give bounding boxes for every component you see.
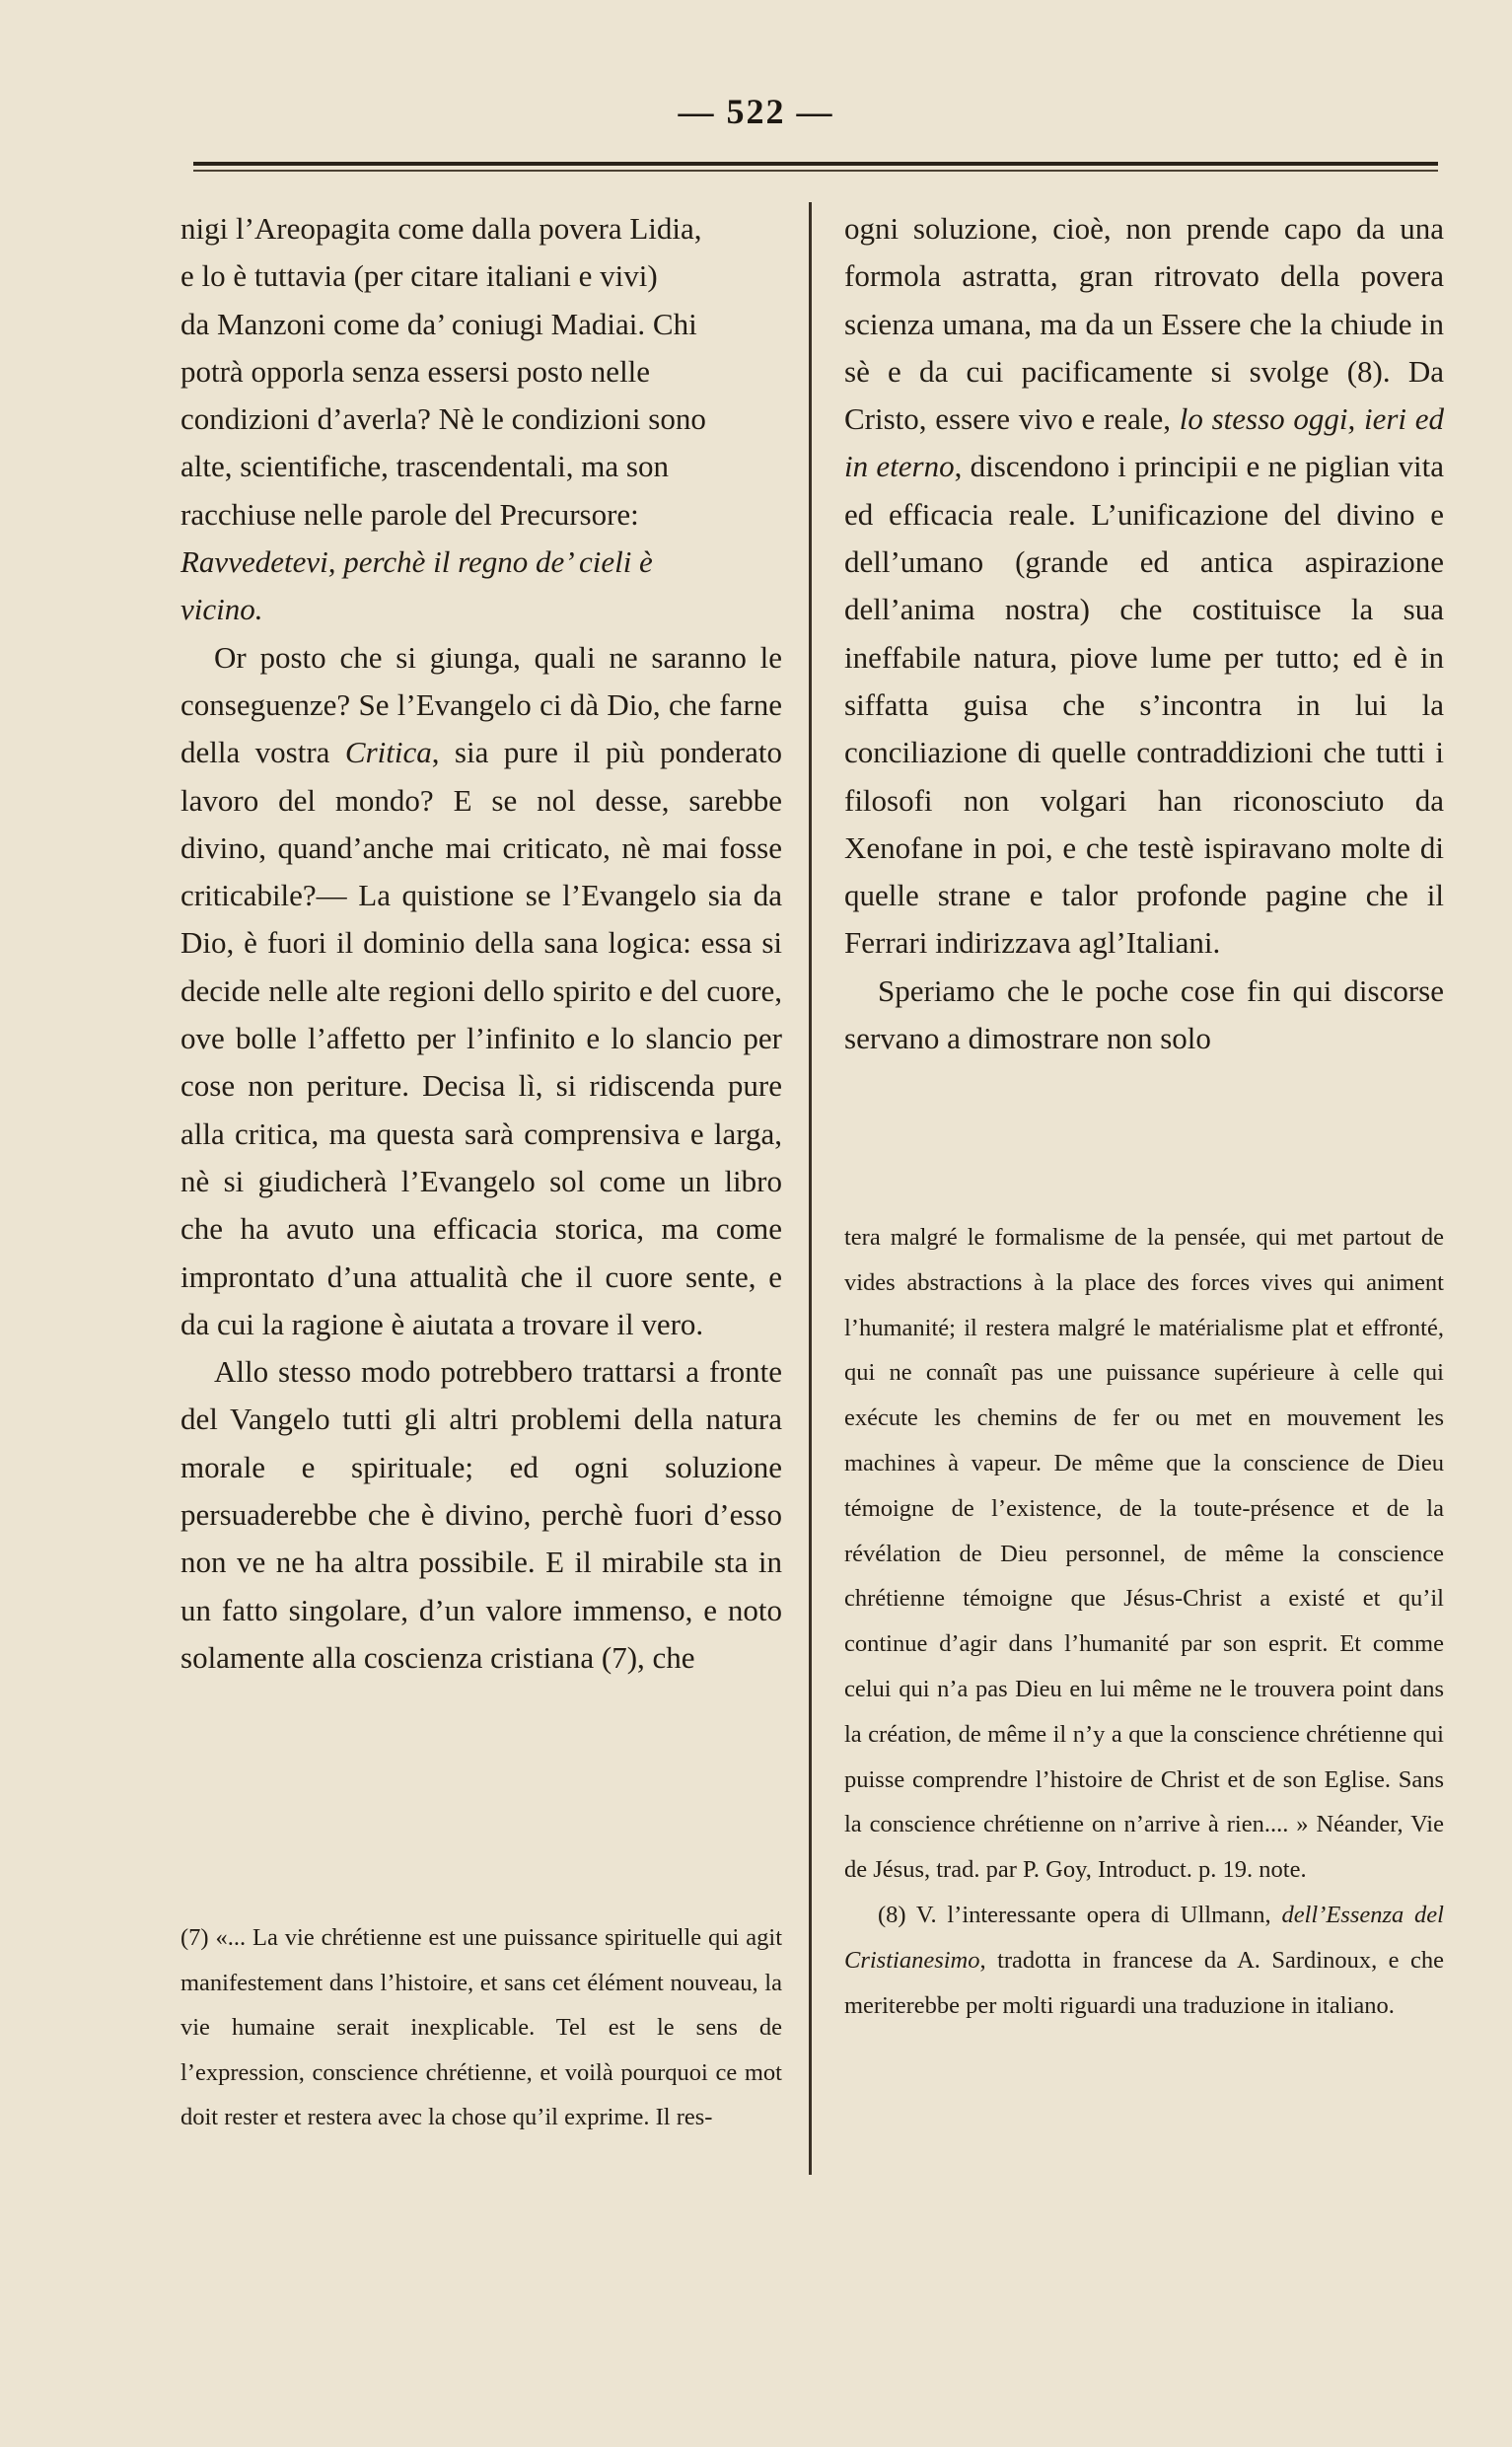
paragraph-text: Or posto che si giunga, quali ne saranno le conseguenze? Se l’Evangelo ci dà Dio, che farne della vostra: [180, 639, 782, 770]
footnote-italic: dell’Essenza del Cristianesimo: [844, 1901, 1444, 1974]
quote-italic: vicino.: [180, 592, 263, 627]
text-line: potrà opporla senza essersi posto nelle: [180, 353, 651, 389]
footnote-7-continued: [844, 1215, 1444, 2028]
left-column-text: [180, 205, 782, 1682]
paragraph: Speriamo che le poche cose fin qui discorse servano a dimostrare non solo: [844, 972, 1444, 1056]
text-line: racchiuse nelle parole del Precursore:: [180, 496, 639, 532]
paragraph-text: , discendono i principii e ne piglian vita ed efficacia reale. L’unificazione del divino e dell’umano (grande ed antica aspirazione dell’anima nostra) che costituisce la sua ineffabile natura, piove lume per tutto; ed è in siffatta guisa che s’incontra in lui la conciliazione di quelle contraddizioni che tutti i filosofi non volgari han riconosciuto da Xenofane in poi, e che testè ispiravano molte di quelle strane e talor profonde pagine che il Ferrari indirizzava agl’Italiani.: [844, 449, 1444, 961]
text-line: nigi l’Areopagita come dalla povera Lidia,: [180, 211, 702, 246]
paragraph-text: , sia pure il più ponderato lavoro del mondo? E se nol desse, sarebbe divino, quand’anche mai criticato, nè mai fosse criticabile?— La quistione se l’Evangelo sia da Dio, è fuori il dominio della sana logica: essa si decide nelle alte regioni dello spirito e del cuore, ove bolle l’affetto per l’infinito e lo slancio per cose non periture. Decisa lì, si ridiscenda pure alla critica, ma questa sarà comprensiva e larga, nè si giudicherà l’Evangelo sol come un libro che ha avuto una efficacia storica, ma come improntato d’una attualità che il cuore sente, e da cui la ragione è aiutata a trovare il vero.: [180, 735, 782, 1341]
text-line: condizioni d’averla? Nè le condizioni sono: [180, 401, 706, 437]
footnote-7: (7) «... La vie chrétienne est une puissance spirituelle qui agit manifestement dans l’histoire, et sans cet élément nouveau, la vie humaine serait inexplicable. Tel est le sens de l’expression, conscience chrétienne, et voilà pourquoi ce mot doit rester et restera avec la chose qu’il exprime. Il res-: [180, 1924, 782, 2130]
footnote-text: (8) V. l’interessante opera di Ullmann,: [878, 1901, 1282, 1928]
paragraph: Allo stesso modo potrebbero trattarsi a fronte del Vangelo tutti gli altri problemi della natura morale e spirituale; ed ogni soluzione persuaderebbe che è divino, perchè fuori d’esso non ve ne ha altra possibile. E il mirabile sta in un fatto singolare, d’un valore immenso, e noto solamente alla coscienza cristiana (7), che: [180, 1354, 782, 1675]
quote-line: [180, 539, 782, 586]
right-notes: [844, 1215, 1444, 2028]
footnote-8: [844, 1893, 1444, 2028]
text-line: alte, scientifiche, trascendentali, ma son: [180, 449, 669, 484]
text-line: da Manzoni come da’ coniugi Madiai. Chi: [180, 306, 697, 341]
quote-line: [180, 586, 782, 633]
footnote-text: , tradotta in francese da A. Sardinoux, e che meriterebbe per molti riguardi una traduzione in italiano.: [844, 1946, 1444, 2019]
page-number: — 522 —: [678, 92, 834, 131]
paragraph: [180, 634, 782, 1348]
header-rule-thin: [193, 170, 1438, 172]
text-line: e lo è tuttavia (per citare italiani e vivi): [180, 258, 658, 294]
paragraph-text: ogni soluzione, cioè, non prende capo da una formola astratta, gran ritrovato della povera scienza umana, ma da un Essere che la chiude in sè e da cui pacificamente si svolge (8). Da Cristo, essere vivo e reale,: [844, 211, 1444, 437]
paragraph-italic: lo stesso oggi, ieri ed in eterno: [844, 401, 1444, 484]
left-column: [180, 205, 782, 1682]
paragraph-italic: Critica: [344, 735, 432, 770]
paragraph: [844, 205, 1444, 968]
right-column: [844, 205, 1444, 1062]
footnote-text: tera malgré le formalisme de la pensée, qui met partout de vides abstractions à la place des forces vives qui animent l’humanité; il restera malgré le matérialisme plat et effronté, qui ne connaît pas une puissance supérieure à celle qui exécute les chemins de fer ou met en mouvement les machines à vapeur. De même que la conscience de Dieu témoigne de l’existence, de la toute-présence et de la révélation de Dieu personnel, de même la conscience chrétienne témoigne que Jésus-Christ a existé et qu’il continue d’agir dans l’humanité par son esprit. Et comme celui qui n’a pas Dieu en lui même ne le trouvera point dans la création, de même il n’y a que la conscience chrétienne qui puisse comprendre l’histoire de Christ et de son Eglise. Sans la conscience chrétienne on n’arrive à rien.... » Néander, Vie de Jésus, trad. par P. Goy, Introduct. p. 19. note.: [844, 1224, 1444, 1884]
quote-italic: Ravvedetevi, perchè il regno de’ cieli è: [180, 544, 653, 580]
right-column-text: [844, 205, 1444, 1062]
column-divider: [809, 202, 812, 2175]
header-rule: [193, 162, 1438, 166]
